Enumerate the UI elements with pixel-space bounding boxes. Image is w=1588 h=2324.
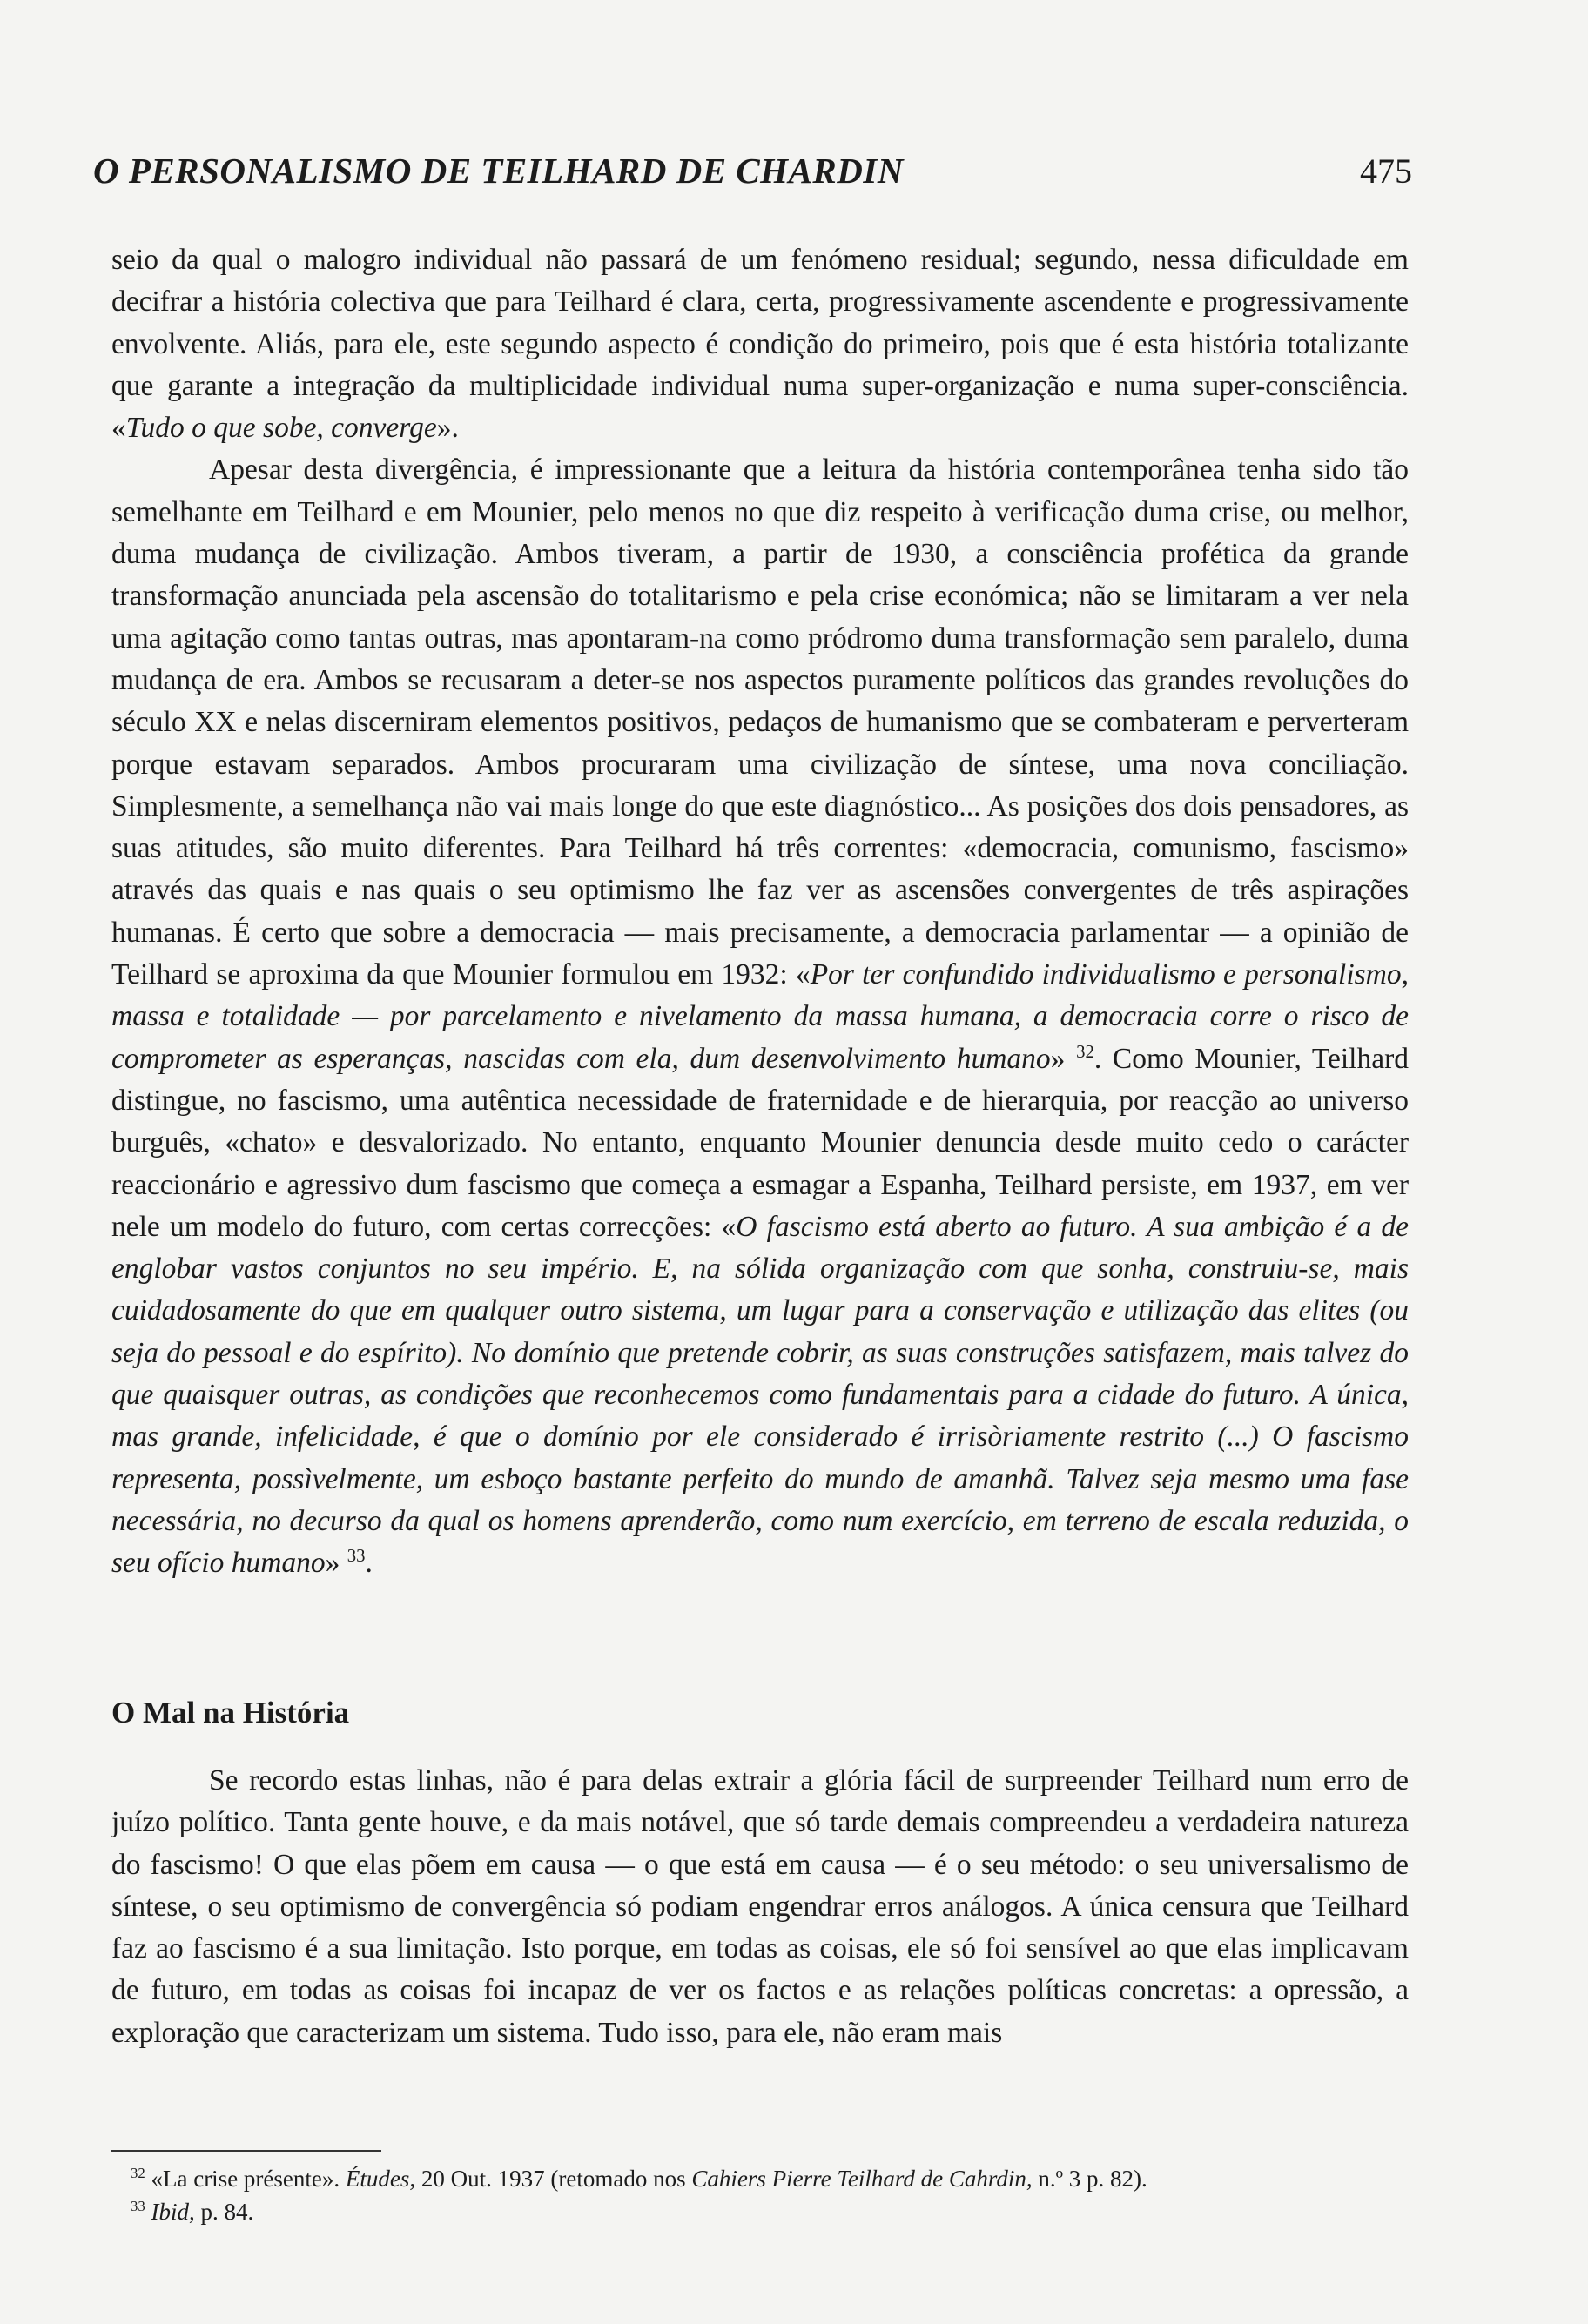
text-run: Cahiers Pierre Teilhard de Cahrdin, (691, 2166, 1033, 2192)
footnote-divider (111, 2150, 381, 2152)
text-run: » (325, 1547, 347, 1580)
footnote-ref: 32 (1076, 1041, 1094, 1062)
section-body-text (111, 1760, 1409, 2054)
text-run: p. 84. (194, 2199, 254, 2225)
footnote-ref: 33 (131, 2198, 145, 2214)
body-paragraph (111, 1760, 1409, 2054)
text-run: n.º 3 p. 82). (1032, 2166, 1147, 2192)
text-run: ». (436, 412, 459, 445)
footnote (131, 2162, 1402, 2195)
body-paragraph (111, 449, 1409, 1584)
running-head (93, 150, 1412, 191)
text-run: . Como Mounier, Teilhard distingue, no fascismo, uma autêntica necessidade de fraternidade e de hierarquia, por reacção ao universo burguês, «chato» e desvalorizado. No entanto, enquanto Mounier denuncia desde muito cedo o carácter reaccionário e agressivo dum fascismo que começa a esmagar a Espanha, Teilhard persiste, em 1937, em ver nele um modelo do futuro, com certas correcções: « (111, 1042, 1409, 1243)
text-run: Études, (345, 2166, 416, 2192)
body-paragraph (111, 239, 1409, 449)
text-run: seio da qual o malogro individual não passará de um fenómeno residual; segundo, nessa dificuldade em decifrar a história colectiva que para Teilhard é clara, certa, progressivamente ascendente e progressivamente envolvente. Aliás, para ele, este segundo aspecto é condição do primeiro, pois que é esta história totalizante que garante a integração da multiplicidade individual numa super-organização e numa super-consciência. « (111, 244, 1409, 445)
page-number: 475 (1360, 151, 1412, 191)
footnotes (131, 2162, 1402, 2228)
text-run: Ibid, (151, 2199, 195, 2225)
text-run: «La crise présente». (145, 2166, 346, 2192)
footnote-ref: 32 (131, 2165, 145, 2181)
body-text (111, 239, 1409, 1585)
text-run: » (1050, 1042, 1077, 1075)
footnote (131, 2195, 1402, 2228)
text-run: O fascismo está aberto ao futuro. A sua ambição é a de englobar vastos conjuntos no seu império. E, na sólida organização com que sonha, construiu-se, mais cuidadosamente do que em qualquer outro sistema, um lugar para a conservação e utilização das elites (ou seja do pessoal e do espírito). No domínio que pretende cobrir, as suas construções satisfazem, mais talvez do que quaisquer outras, as condições que reconhecemos como fundamentais para a cidade do futuro. A única, mas grande, infelicidade, é que o domínio por ele considerado é irrisòriamente restrito (...) O fascismo representa, possìvelmente, um esboço bastante perfeito do mundo de amanhã. Talvez seja mesmo uma fase necessária, no decurso da qual os homens aprenderão, como num exercício, em terreno de escala reduzida, o seu ofício humano (111, 1210, 1409, 1580)
text-run: Apesar desta divergência, é impressionante que a leitura da história contemporânea tenha sido tão semelhante em Teilhard e em Mounier, pelo menos no que diz respeito à verificação duma crise, ou melhor, duma mudança de civilização. Ambos tiveram, a partir de 1930, a consciência profética da grande transformação anunciada pela ascensão do totalitarismo e pela crise económica; não se limitaram a ver nela uma agitação como tantas outras, mas apontaram-na como pródromo duma transformação sem paralelo, duma mudança de era. Ambos se recusaram a deter-se nos aspectos puramente políticos das grandes revoluções do século XX e nelas discerniram elementos positivos, pedaços de humanismo que se combateram e perverteram porque estavam separados. Ambos procuraram uma civilização de síntese, uma nova conciliação. Simplesmente, a semelhança não vai mais longe do que este diagnóstico... As posições dos dois pensadores, as suas atitudes, são muito diferentes. Para Teilhard há três correntes: «democracia, comunismo, fascismo» através das quais e nas quais o seu optimismo lhe faz ver as ascensões convergentes de três aspirações humanas. É certo que sobre a democracia — mais precisamente, a democracia parlamentar — a opinião de Teilhard se aproxima da que Mounier formulou em 1932: « (111, 453, 1409, 991)
text-run: Se recordo estas linhas, não é para delas extrair a glória fácil de surpreender Teilhard num erro de juízo político. Tanta gente houve, e da mais notável, que só tarde demais compreendeu a verdadeira natureza do fascismo! O que elas põem em causa — o que está em causa — é o seu método: o seu universalismo de síntese, o seu optimismo de convergência só podiam engendrar erros análogos. A única censura que Teilhard faz ao fascismo é a sua limitação. Isto porque, em todas as coisas, ele só foi sensível ao que elas implicavam de futuro, em todas as coisas foi incapaz de ver os factos e as relações políticas concretas: a opressão, a exploração que caracterizam um sistema. Tudo isso, para ele, não eram mais (111, 1764, 1409, 2049)
text-run: 20 Out. 1937 (retomado nos (415, 2166, 692, 2192)
footnote-ref: 33 (347, 1546, 366, 1567)
text-run: . (365, 1547, 373, 1580)
running-title: O PERSONALISMO DE TEILHARD DE CHARDIN (93, 151, 904, 191)
text-run: Tudo o que sobe, converge (125, 412, 437, 445)
section-heading: O Mal na História (111, 1696, 350, 1730)
text-run: Por ter confundido individualismo e personalismo, massa e totalidade — por parcelamento e nivelamento da massa humana, a democracia corre o risco de comprometer as esperanças, nascidas com ela, dum desenvolvimento humano (111, 958, 1409, 1075)
